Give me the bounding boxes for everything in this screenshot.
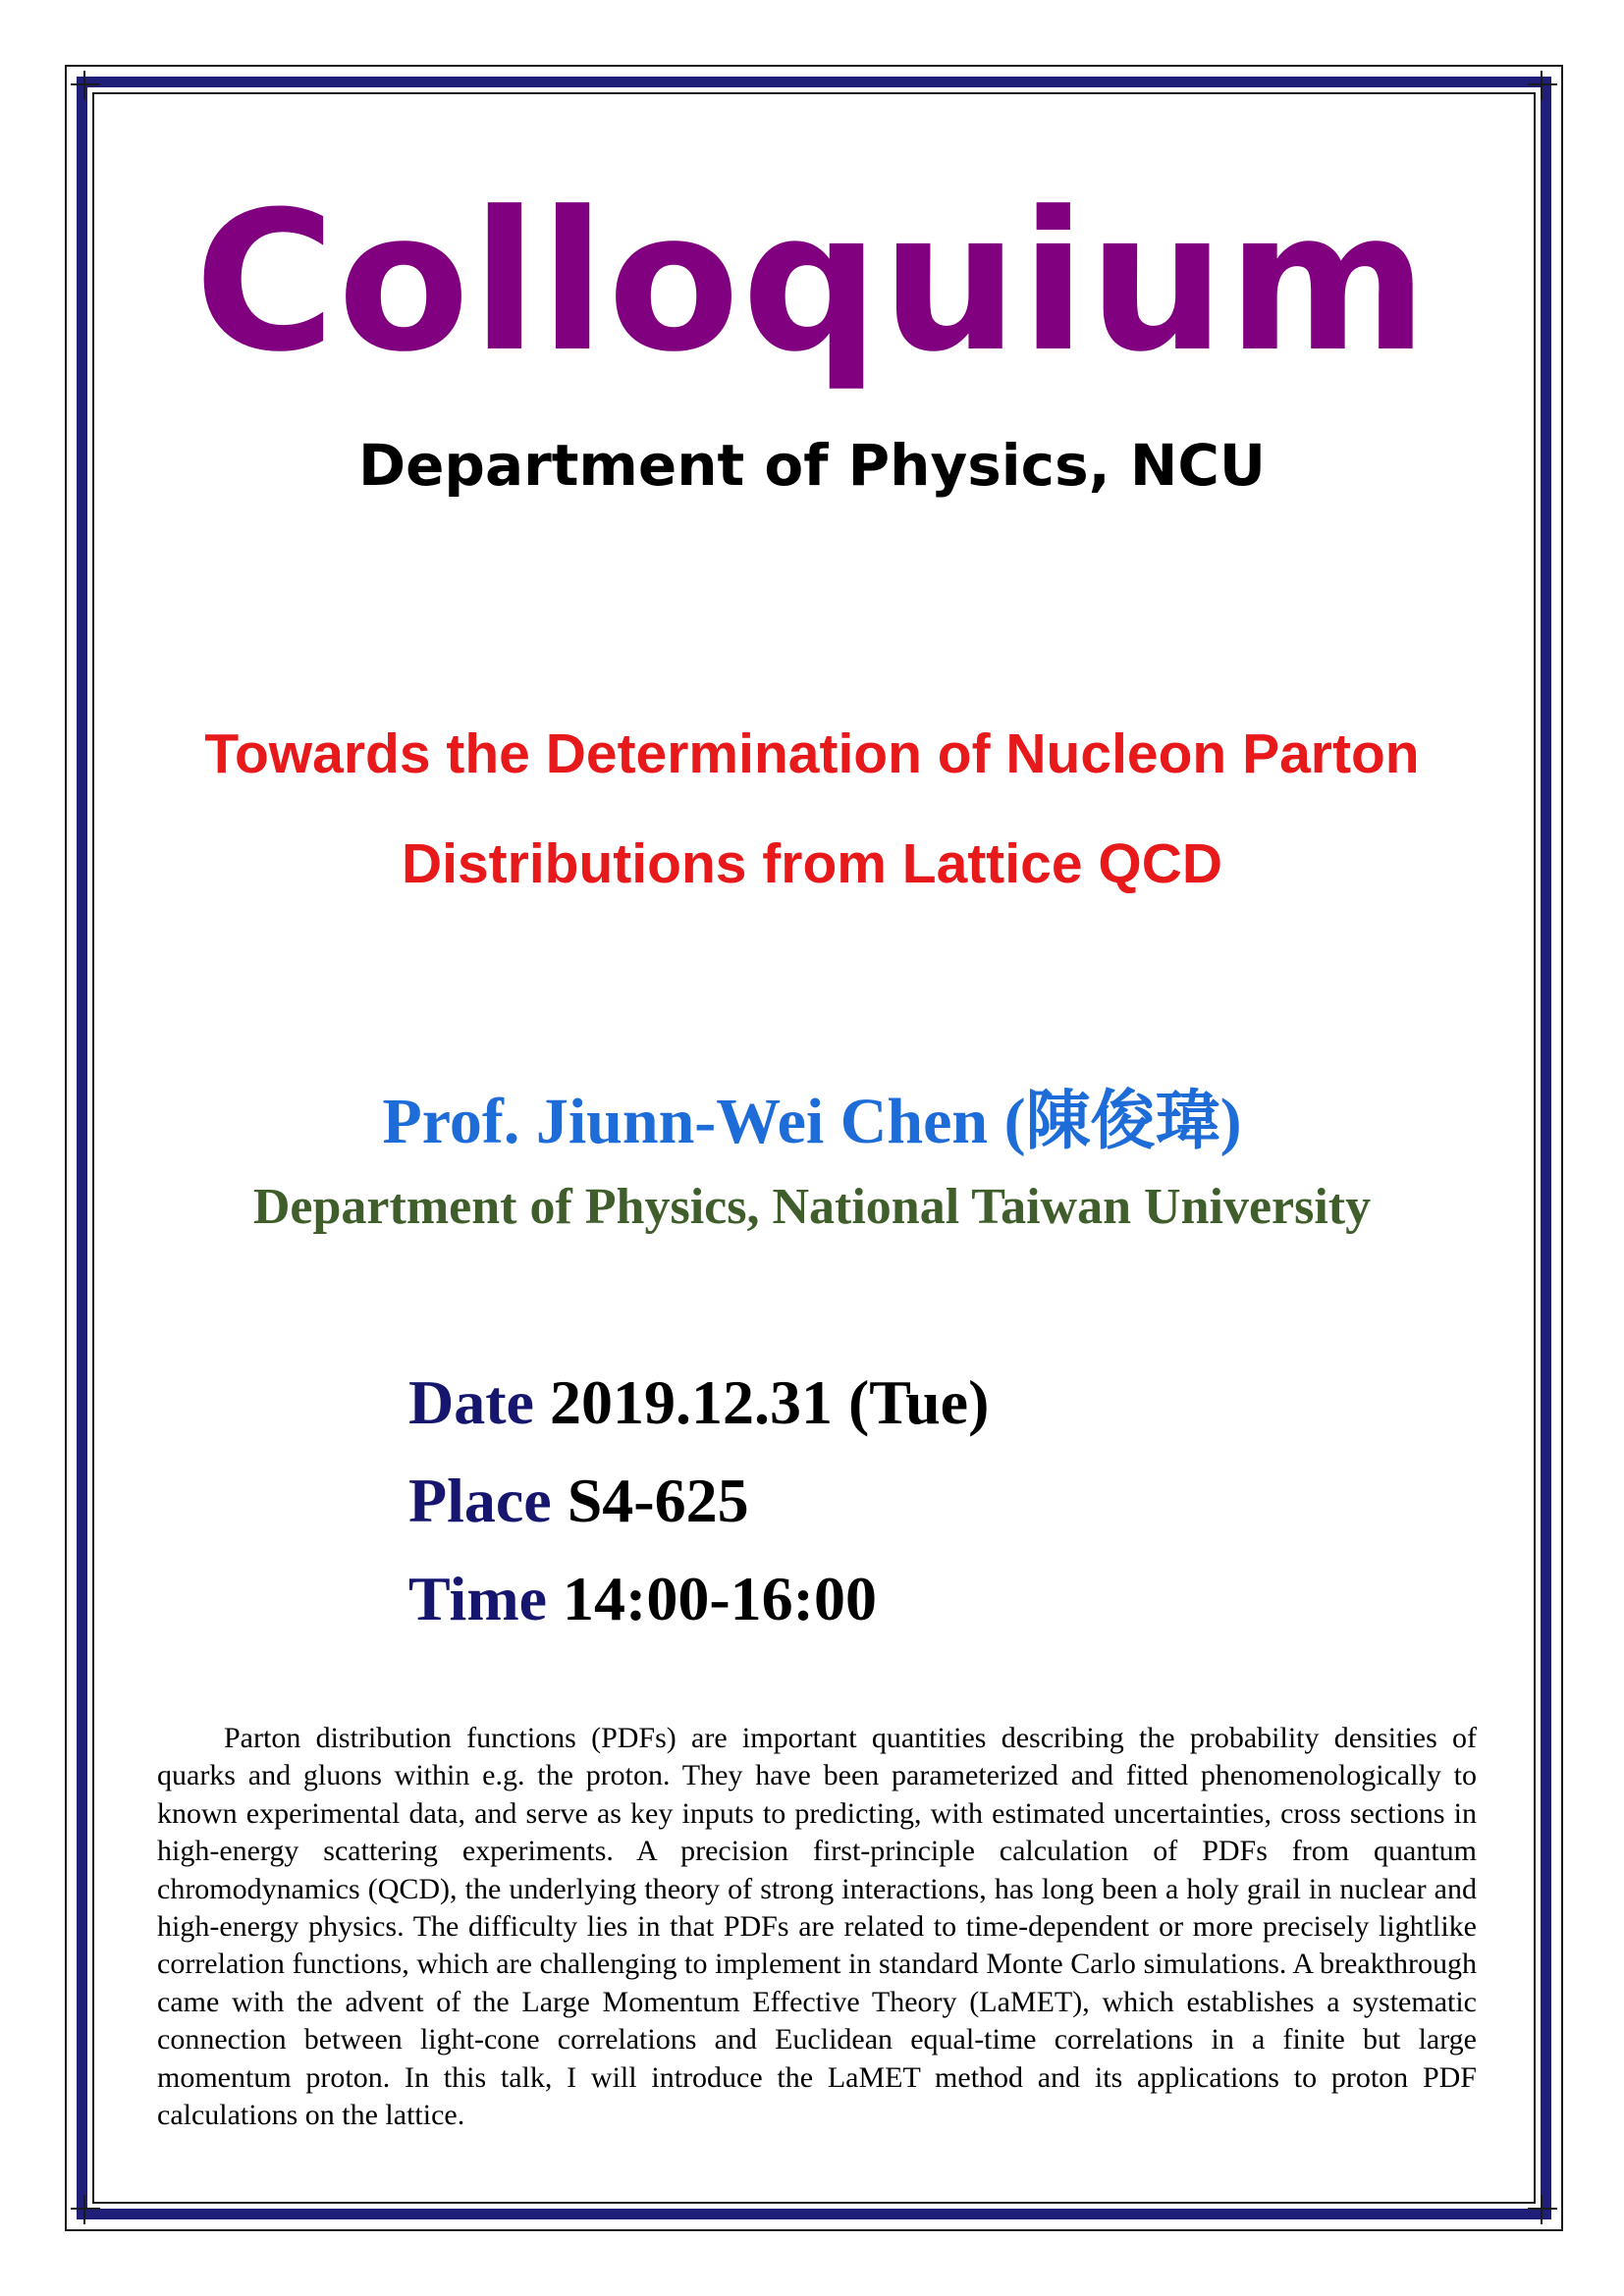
abstract-paragraph: Parton distribution functions (PDFs) are important quantities describing the probability densities of quarks and gluons within e.g. the proton. They have been parameterized and fitted phenomenologically to known experimental data, and serve as key inputs to predicting, with estimated uncertainties, cross sections in high-energy scattering experiments. A precision first-principle calculation of PDFs from quantum chromodynamics (QCD), the underlying theory of strong interactions, has long been a holy grail in nuclear and high-energy physics. The difficulty lies in that PDFs are related to time-dependent or more precisely lightlike correlation functions, which are challenging to implement in standard Monte Carlo simulations. A breakthrough came with the advent of the Large Momentum Effective Theory (LaMET), which establishes a systematic connection between light-cone correlations and Euclidean equal-time correlations in a finite but large momentum proton. In this talk, I will introduce the LaMET method and its applications to proton PDF calculations on the lattice. bbox=[157, 1722, 1477, 2132]
place-label: Place bbox=[408, 1466, 552, 1535]
info-time bbox=[408, 1563, 877, 1635]
time-value: 14:00-16:00 bbox=[563, 1564, 877, 1633]
corner-ornament-bottom-left bbox=[71, 2195, 100, 2224]
place-value: S4-625 bbox=[567, 1466, 749, 1535]
info-date bbox=[408, 1366, 989, 1439]
date-label: Date bbox=[408, 1367, 534, 1437]
talk-title bbox=[0, 699, 1624, 919]
info-place bbox=[408, 1465, 749, 1537]
poster-title: Colloquium bbox=[193, 171, 1431, 395]
talk-title-line-1: Towards the Determination of Nucleon Parton bbox=[204, 722, 1420, 785]
time-label: Time bbox=[408, 1564, 548, 1633]
corner-ornament-bottom-right bbox=[1528, 2195, 1557, 2224]
corner-ornament-top-left bbox=[71, 71, 100, 100]
talk-title-line-2: Distributions from Lattice QCD bbox=[401, 832, 1223, 895]
host-department: Department of Physics, NCU bbox=[357, 432, 1267, 499]
speaker-name: Prof. Jiunn-Wei Chen (陳俊瑋) bbox=[382, 1086, 1242, 1157]
date-value: 2019.12.31 (Tue) bbox=[549, 1367, 990, 1437]
speaker-affiliation: Department of Physics, National Taiwan University bbox=[252, 1179, 1372, 1235]
corner-ornament-top-right bbox=[1528, 71, 1557, 100]
